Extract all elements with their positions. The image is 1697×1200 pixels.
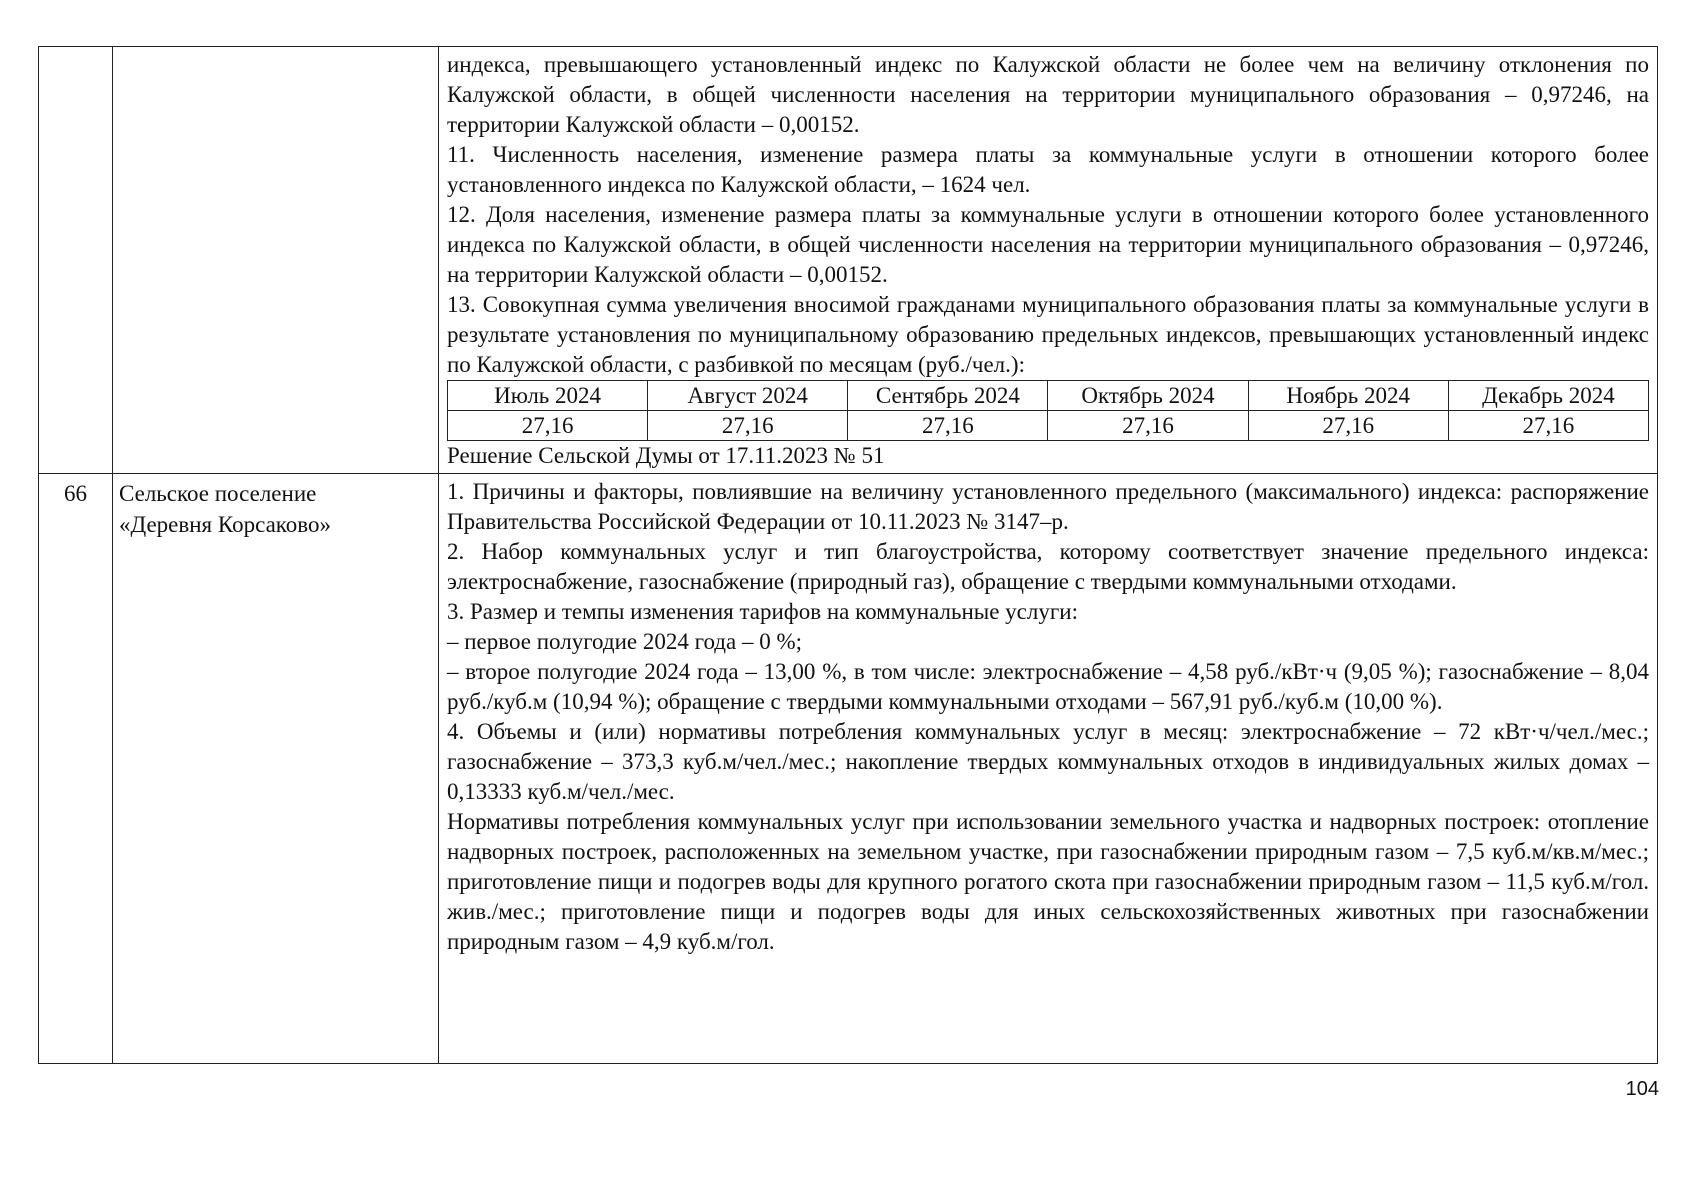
month-value-row xyxy=(448,411,1649,441)
paragraph-3: 3. Размер и темпы изменения тарифов на коммунальные услуги: xyxy=(447,599,1078,624)
row-content-cell xyxy=(439,474,1658,1064)
row-number-cell xyxy=(39,47,113,474)
paragraph-13: 13. Совокупная сумма увеличения вносимой гражданами муниципального образования платы за коммунальные услуги в результате установления по муниципальному образованию предельных индексов, превышающих установленный индекс по Калужской области, с разбивкой по месяцам (руб./чел.): xyxy=(447,292,1649,377)
municipality-name-cell xyxy=(113,47,439,474)
paragraph-3-second-half: – второе полугодие 2024 года – 13,00 %, в том числе: электроснабжение – 4,58 руб./кВт·ч (9,05 %); газоснабжение – 8,04 руб./куб.м (10,94 %); обращение с твердыми коммунальными отходами – 567,91 руб./куб.м (10,00 %). xyxy=(447,659,1649,714)
paragraph-4: 4. Объемы и (или) нормативы потребления коммунальных услуг в месяц: электроснабжение – 72 кВт·ч/чел./мес.; газоснабжение – 373,3 куб.м/чел./мес.; накопление твердых коммунальных отходов в индивидуальных жилых домах – 0,13333 куб.м/чел./мес. xyxy=(447,719,1649,804)
municipality-name-line1: Сельское поселение xyxy=(119,481,317,506)
month-value: 27,16 xyxy=(848,411,1048,441)
paragraph-11: 11. Численность населения, изменение размера платы за коммунальные услуги в отношении которого более установленного индекса по Калужской области, – 1624 чел. xyxy=(447,142,1649,197)
month-value: 27,16 xyxy=(648,411,848,441)
table-row-continued xyxy=(39,47,1658,474)
row-content-cell xyxy=(439,47,1658,474)
month-value: 27,16 xyxy=(1448,411,1648,441)
month-value: 27,16 xyxy=(1248,411,1448,441)
paragraph-2: 2. Набор коммунальных услуг и тип благоустройства, которому соответствует значение предельного индекса: электроснабжение, газоснабжение (природный газ), обращение с твердыми коммунальными отходами. xyxy=(447,539,1649,594)
row-number-cell: 66 xyxy=(39,474,113,1064)
month-header: Ноябрь 2024 xyxy=(1248,381,1448,411)
decision-reference: Решение Сельской Думы от 17.11.2023 № 51 xyxy=(447,443,885,468)
table-row-66 xyxy=(39,474,1658,1064)
paragraph-1: 1. Причины и факторы, повлиявшие на величину установленного предельного (максимального) индекса: распоряжение Правительства Российской Федерации от 10.11.2023 № 3147–р. xyxy=(447,479,1649,534)
month-value: 27,16 xyxy=(448,411,648,441)
month-value: 27,16 xyxy=(1048,411,1248,441)
page-number: 104 xyxy=(1625,1078,1659,1100)
municipality-name-cell xyxy=(113,474,439,1064)
monthly-increase-table xyxy=(447,380,1649,441)
paragraph-12: 12. Доля населения, изменение размера платы за коммунальные услуги в отношении которого более установленного индекса по Калужской области, в общей численности населения на территории муниципального образования – 0,97246, на территории Калужской области – 0,00152. xyxy=(447,202,1649,287)
month-header: Октябрь 2024 xyxy=(1048,381,1248,411)
paragraph-3-first-half: – первое полугодие 2024 года – 0 %; xyxy=(447,629,803,654)
paragraph-norms: Нормативы потребления коммунальных услуг при использовании земельного участка и надворных построек: отопление надворных построек, расположенных на земельном участке, при газоснабжении природным газом – 7,5 куб.м/кв.м/мес.; приготовление пищи и подогрев воды для крупного рогатого скота при газоснабжении природным газом – 11,5 куб.м/гол. жив./мес.; приготовление пищи и подогрев воды для иных сельскохозяйственных животных при газоснабжении природным газом – 4,9 куб.м/гол. xyxy=(447,809,1649,954)
paragraph-continuation: индекса, превышающего установленный индекс по Калужской области не более чем на величину отклонения по Калужской области, в общей численности населения на территории муниципального образования – 0,97246, на территории Калужской области – 0,00152. xyxy=(447,52,1649,137)
month-header: Июль 2024 xyxy=(448,381,648,411)
month-header: Сентябрь 2024 xyxy=(848,381,1048,411)
municipality-name-line2: «Деревня Корсаково» xyxy=(119,512,331,537)
document-table xyxy=(38,46,1658,1064)
month-header-row xyxy=(448,381,1649,411)
month-header: Декабрь 2024 xyxy=(1448,381,1648,411)
month-header: Август 2024 xyxy=(648,381,848,411)
